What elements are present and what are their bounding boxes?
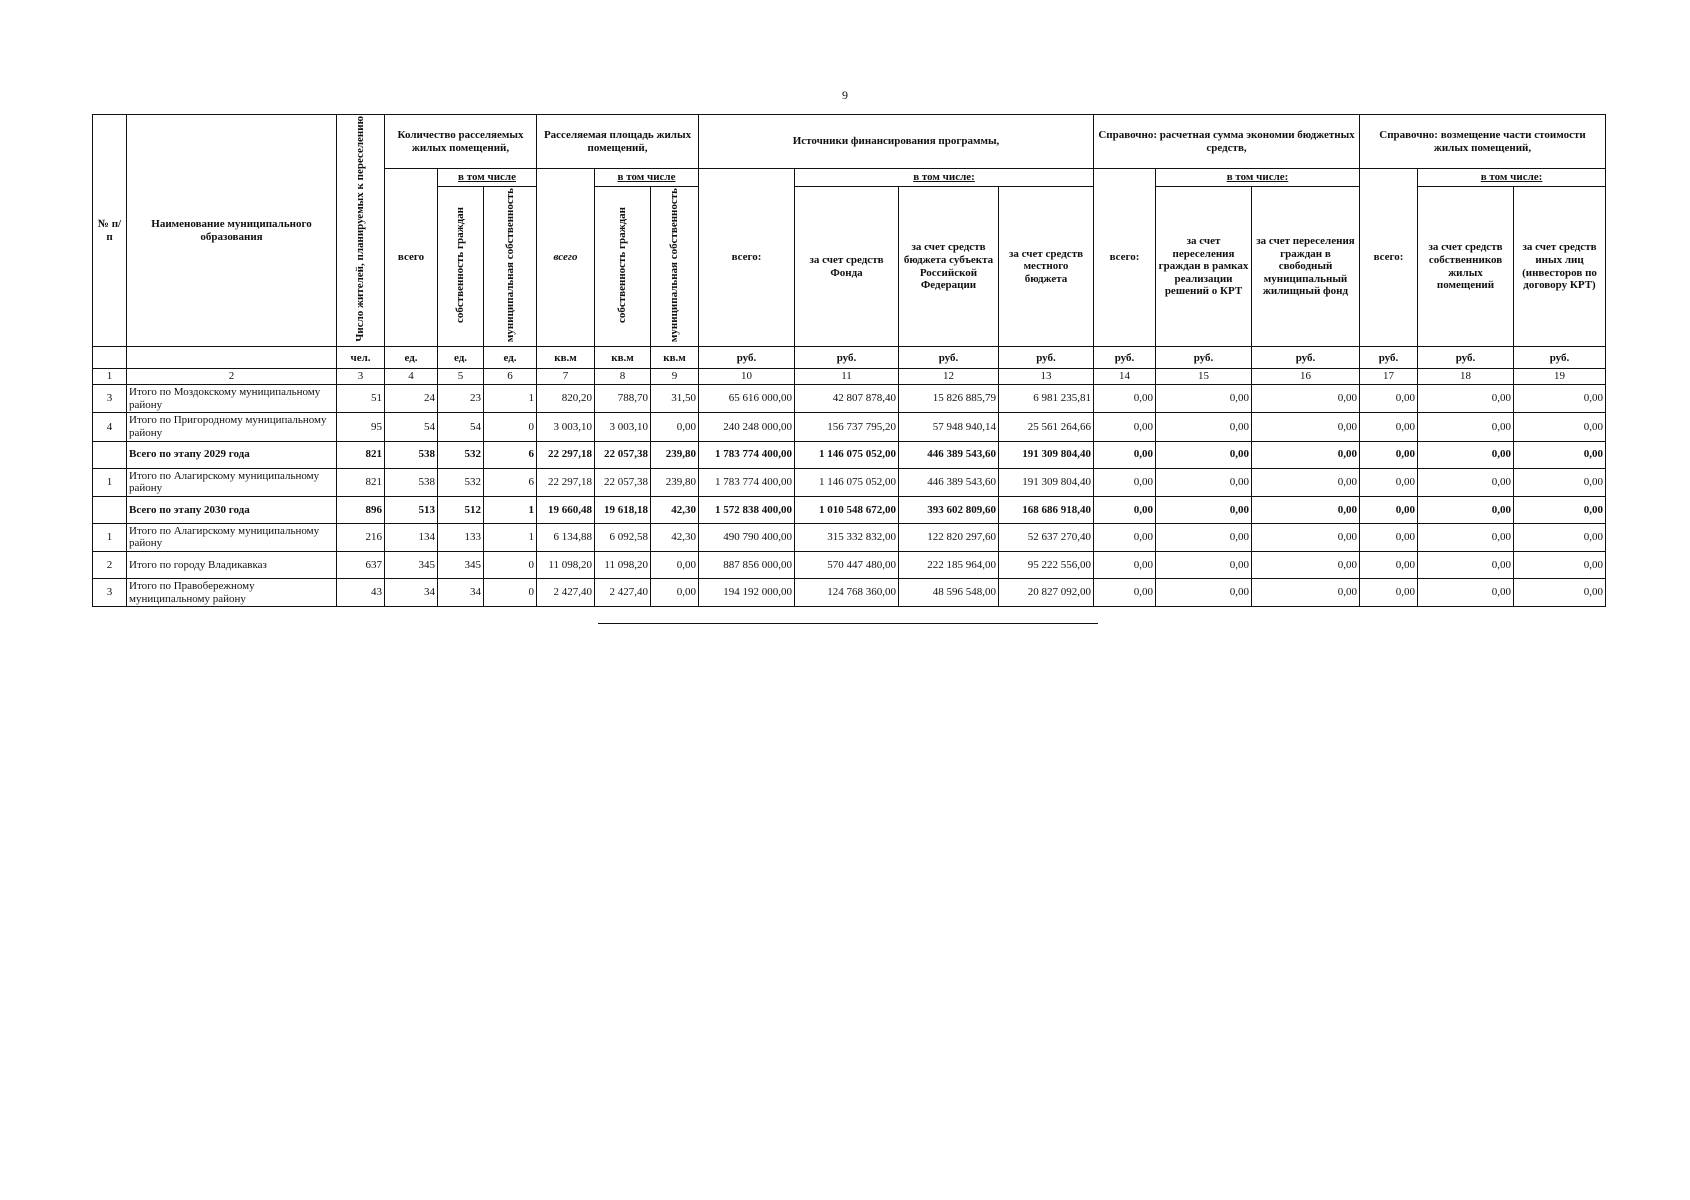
row-cell: 446 389 543,60 [899,441,999,468]
row-cell: 0,00 [1156,523,1252,551]
row-cell: 133 [438,523,484,551]
footer-rule [598,623,1098,624]
row-cell: 42,30 [651,496,699,523]
row-cell: 0,00 [651,413,699,441]
row-cell: 0,00 [1418,523,1514,551]
column-number: 11 [795,369,899,385]
row-cell: 1 572 838 400,00 [699,496,795,523]
header-savings-incl: в том числе: [1156,169,1360,187]
unit-cell: кв.м [595,347,651,369]
row-cell: 0,00 [1252,385,1360,413]
row-cell: 42,30 [651,523,699,551]
row-cell: 6 092,58 [595,523,651,551]
row-cell: 6 981 235,81 [999,385,1094,413]
row-cell: 0,00 [1252,413,1360,441]
row-cell: 0,00 [1418,552,1514,579]
row-index [93,496,127,523]
row-name: Итого по городу Владикавказ [127,552,337,579]
row-index: 3 [93,385,127,413]
column-number: 18 [1418,369,1514,385]
row-cell: 490 790 400,00 [699,523,795,551]
row-cell: 0,00 [1514,523,1606,551]
column-number: 14 [1094,369,1156,385]
row-cell: 0,00 [1418,468,1514,496]
row-cell: 345 [385,552,438,579]
row-cell: 54 [385,413,438,441]
header-funding-incl: в том числе: [795,169,1094,187]
header-savings-total: всего: [1094,169,1156,347]
row-cell: 65 616 000,00 [699,385,795,413]
row-cell: 1 146 075 052,00 [795,468,899,496]
row-cell: 512 [438,496,484,523]
header-compensation-total: всего: [1360,169,1418,347]
unit-cell: ед. [484,347,537,369]
unit-cell: чел. [337,347,385,369]
row-cell: 25 561 264,66 [999,413,1094,441]
header-compensation-group: Справочно: возмещение части стоимости жилых помещений, [1360,115,1606,169]
row-cell: 194 192 000,00 [699,579,795,607]
column-number: 5 [438,369,484,385]
row-cell: 446 389 543,60 [899,468,999,496]
header-area-municipal: муниципальная собственность [651,186,699,347]
row-cell: 0,00 [1514,468,1606,496]
row-cell: 1 [484,496,537,523]
row-cell: 0,00 [651,552,699,579]
header-funding-total: всего: [699,169,795,347]
column-number: 3 [337,369,385,385]
table-row [93,579,1606,607]
row-cell: 34 [438,579,484,607]
header-local-budget: за счет средств местного бюджета [999,186,1094,347]
header-fund: за счет средств Фонда [795,186,899,347]
unit-cell: руб. [1514,347,1606,369]
row-name: Итого по Моздокскому муниципальному району [127,385,337,413]
row-cell: 0,00 [1094,413,1156,441]
row-index: 1 [93,468,127,496]
header-funding-group: Источники финансирования программы, [699,115,1094,169]
row-cell: 0,00 [1514,413,1606,441]
row-cell: 0 [484,579,537,607]
row-cell: 24 [385,385,438,413]
column-number: 19 [1514,369,1606,385]
header-num: № п/п [93,115,127,347]
row-cell: 2 427,40 [537,579,595,607]
row-cell: 0,00 [1156,385,1252,413]
header-rooms-group: Количество расселяемых жилых помещений, [385,115,537,169]
table-row [93,385,1606,413]
row-cell: 239,80 [651,441,699,468]
row-cell: 222 185 964,00 [899,552,999,579]
row-cell: 43 [337,579,385,607]
header-residents: Число жителей, планируемых к переселению [337,115,385,347]
table-total-row [93,441,1606,468]
row-cell: 1 [484,385,537,413]
row-cell: 156 737 795,20 [795,413,899,441]
row-cell: 134 [385,523,438,551]
row-index: 2 [93,552,127,579]
row-cell: 0,00 [1514,385,1606,413]
row-cell: 1 010 548 672,00 [795,496,899,523]
column-number: 15 [1156,369,1252,385]
row-cell: 538 [385,468,438,496]
column-number: 17 [1360,369,1418,385]
row-index: 3 [93,579,127,607]
row-name: Итого по Пригородному муниципальному району [127,413,337,441]
row-cell: 788,70 [595,385,651,413]
row-cell: 95 [337,413,385,441]
header-other-persons: за счет средств иных лиц (инвесторов по договору КРТ) [1514,186,1606,347]
row-cell: 0,00 [1360,579,1418,607]
unit-cell: ед. [385,347,438,369]
unit-cell: руб. [1156,347,1252,369]
header-subject-budget: за счет средств бюджета субъекта Российской Федерации [899,186,999,347]
row-cell: 0,00 [1156,552,1252,579]
row-cell: 0,00 [1514,579,1606,607]
column-number: 16 [1252,369,1360,385]
row-cell: 19 618,18 [595,496,651,523]
row-cell: 532 [438,468,484,496]
row-cell: 513 [385,496,438,523]
row-cell: 0,00 [1418,441,1514,468]
header-area-citizens: собственность граждан [595,186,651,347]
row-cell: 820,20 [537,385,595,413]
row-cell: 191 309 804,40 [999,441,1094,468]
row-cell: 821 [337,441,385,468]
column-number: 2 [127,369,337,385]
header-area-total: всего [537,169,595,347]
row-cell: 23 [438,385,484,413]
row-cell: 0,00 [1252,552,1360,579]
row-cell: 0,00 [1360,552,1418,579]
row-cell: 0,00 [1156,413,1252,441]
row-cell: 0,00 [1094,385,1156,413]
row-cell: 821 [337,468,385,496]
header-rooms-citizens: собственность граждан [438,186,484,347]
column-number: 4 [385,369,438,385]
row-cell: 0,00 [1418,385,1514,413]
row-index [93,441,127,468]
row-cell: 0 [484,552,537,579]
row-cell: 0,00 [1252,496,1360,523]
column-number: 1 [93,369,127,385]
row-cell: 6 134,88 [537,523,595,551]
row-cell: 393 602 809,60 [899,496,999,523]
column-number: 12 [899,369,999,385]
row-cell: 0,00 [1252,523,1360,551]
row-cell: 31,50 [651,385,699,413]
row-cell: 3 003,10 [595,413,651,441]
row-cell: 122 820 297,60 [899,523,999,551]
header-free-housing: за счет переселения граждан в свободный муниципальный жилищный фонд [1252,186,1360,347]
row-cell: 54 [438,413,484,441]
row-cell: 0,00 [1156,441,1252,468]
row-cell: 1 [484,523,537,551]
table-total-row [93,496,1606,523]
column-number: 10 [699,369,795,385]
column-number: 9 [651,369,699,385]
row-cell: 0,00 [1360,413,1418,441]
row-cell: 20 827 092,00 [999,579,1094,607]
row-name: Итого по Правобережному муниципальному району [127,579,337,607]
row-name: Всего по этапу 2029 года [127,441,337,468]
row-cell: 22 057,38 [595,441,651,468]
row-cell: 0,00 [1360,523,1418,551]
row-cell: 0,00 [1156,468,1252,496]
row-cell: 6 [484,468,537,496]
row-cell: 0,00 [1094,496,1156,523]
unit-cell: руб. [795,347,899,369]
unit-cell: руб. [1094,347,1156,369]
row-cell: 0,00 [1094,441,1156,468]
unit-cell: кв.м [537,347,595,369]
header-savings-group: Справочно: расчетная сумма экономии бюджетных средств, [1094,115,1360,169]
resettlement-table [92,114,1606,607]
row-cell: 538 [385,441,438,468]
row-index: 4 [93,413,127,441]
row-cell: 22 297,18 [537,441,595,468]
row-cell: 0,00 [1418,413,1514,441]
row-cell: 637 [337,552,385,579]
row-cell: 239,80 [651,468,699,496]
unit-cell: руб. [1252,347,1360,369]
row-cell: 6 [484,441,537,468]
unit-cell: ед. [438,347,484,369]
row-cell: 887 856 000,00 [699,552,795,579]
row-cell: 57 948 940,14 [899,413,999,441]
table-row [93,413,1606,441]
unit-cell: руб. [699,347,795,369]
row-cell: 0,00 [651,579,699,607]
table-row [93,468,1606,496]
header-compensation-incl: в том числе: [1418,169,1606,187]
header-rooms-incl: в том числе [438,169,537,187]
header-rooms-municipal: муниципальная собственность [484,186,537,347]
row-cell: 22 057,38 [595,468,651,496]
header-owners: за счет средств собственников жилых помещений [1418,186,1514,347]
row-index: 1 [93,523,127,551]
row-cell: 51 [337,385,385,413]
row-cell: 3 003,10 [537,413,595,441]
unit-cell: руб. [999,347,1094,369]
row-cell: 0,00 [1094,552,1156,579]
row-cell: 15 826 885,79 [899,385,999,413]
row-cell: 345 [438,552,484,579]
row-cell: 0,00 [1094,468,1156,496]
header-rooms-total: всего [385,169,438,347]
row-cell: 315 332 832,00 [795,523,899,551]
row-cell: 0,00 [1514,496,1606,523]
unit-cell: руб. [1418,347,1514,369]
row-cell: 52 637 270,40 [999,523,1094,551]
row-cell: 124 768 360,00 [795,579,899,607]
row-cell: 0,00 [1360,468,1418,496]
row-cell: 34 [385,579,438,607]
row-cell: 168 686 918,40 [999,496,1094,523]
unit-cell: кв.м [651,347,699,369]
row-cell: 95 222 556,00 [999,552,1094,579]
row-cell: 11 098,20 [537,552,595,579]
row-cell: 532 [438,441,484,468]
page-number: 9 [842,88,848,102]
column-number: 6 [484,369,537,385]
row-cell: 19 660,48 [537,496,595,523]
row-name: Итого по Алагирскому муниципальному району [127,523,337,551]
unit-cell: руб. [899,347,999,369]
row-cell: 216 [337,523,385,551]
row-cell: 1 783 774 400,00 [699,468,795,496]
row-name: Всего по этапу 2030 года [127,496,337,523]
row-cell: 2 427,40 [595,579,651,607]
row-cell: 0,00 [1094,523,1156,551]
row-cell: 0,00 [1360,385,1418,413]
row-cell: 0,00 [1360,441,1418,468]
header-area-incl: в том числе [595,169,699,187]
unit-empty [127,347,337,369]
row-cell: 11 098,20 [595,552,651,579]
column-number: 8 [595,369,651,385]
row-cell: 0,00 [1514,552,1606,579]
row-cell: 0,00 [1418,496,1514,523]
row-cell: 42 807 878,40 [795,385,899,413]
row-cell: 0 [484,413,537,441]
row-cell: 0,00 [1252,441,1360,468]
row-cell: 191 309 804,40 [999,468,1094,496]
row-cell: 0,00 [1252,579,1360,607]
unit-empty [93,347,127,369]
row-cell: 0,00 [1156,579,1252,607]
header-krt-resettle: за счет переселения граждан в рамках реализации решений о КРТ [1156,186,1252,347]
table-row [93,523,1606,551]
row-cell: 0,00 [1252,468,1360,496]
row-cell: 0,00 [1418,579,1514,607]
row-cell: 570 447 480,00 [795,552,899,579]
row-cell: 0,00 [1156,496,1252,523]
row-cell: 1 146 075 052,00 [795,441,899,468]
row-cell: 48 596 548,00 [899,579,999,607]
row-cell: 0,00 [1094,579,1156,607]
unit-cell: руб. [1360,347,1418,369]
column-number: 7 [537,369,595,385]
header-area-group: Расселяемая площадь жилых помещений, [537,115,699,169]
column-number: 13 [999,369,1094,385]
row-cell: 22 297,18 [537,468,595,496]
row-cell: 896 [337,496,385,523]
row-cell: 1 783 774 400,00 [699,441,795,468]
header-name: Наименование муниципального образования [127,115,337,347]
row-cell: 240 248 000,00 [699,413,795,441]
row-cell: 0,00 [1514,441,1606,468]
table-row [93,552,1606,579]
row-name: Итого по Алагирскому муниципальному району [127,468,337,496]
row-cell: 0,00 [1360,496,1418,523]
